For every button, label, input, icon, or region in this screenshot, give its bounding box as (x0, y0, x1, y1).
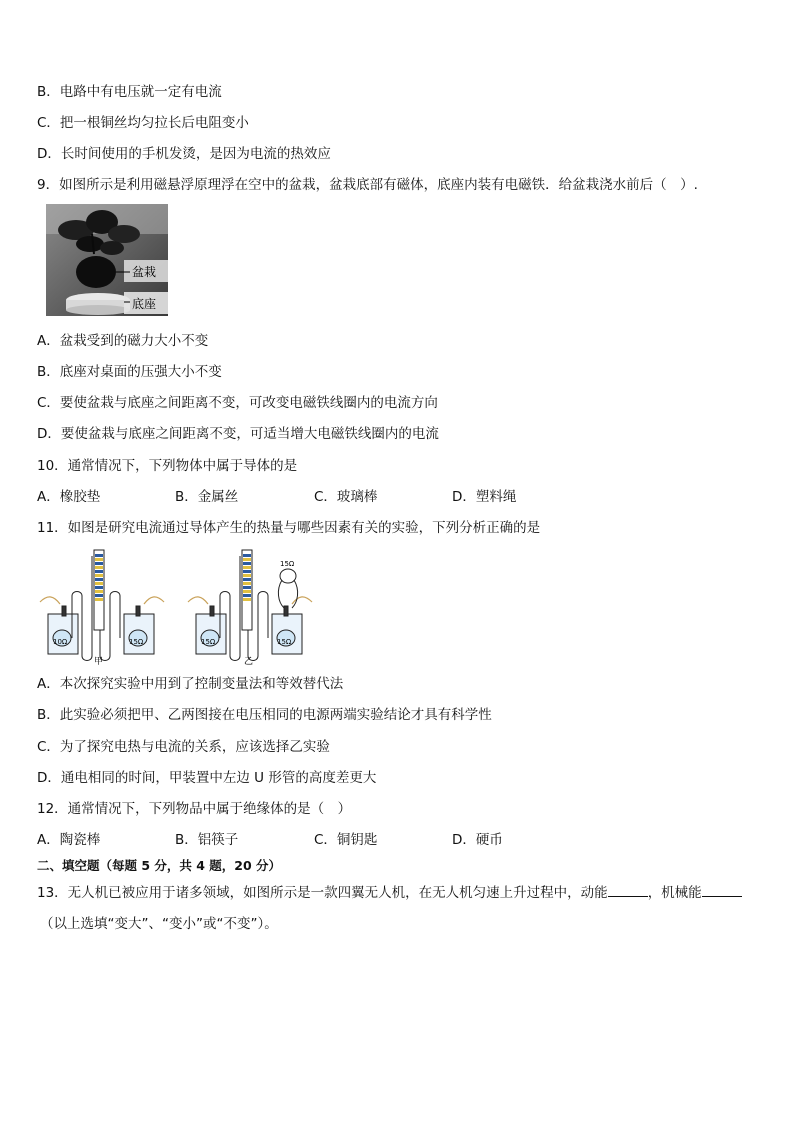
label-yi-right-resistor: 15Ω (277, 638, 292, 646)
q10-option-c: C．玻璃棒 (314, 489, 378, 505)
q9-option-c: C．要使盆栽与底座之间距离不变，可改变电磁铁线圈内的电流方向 (37, 395, 438, 411)
label-base: 底座 (132, 297, 157, 311)
q9-stem: 9．如图所示是利用磁悬浮原理浮在空中的盆栽，盆栽底部有磁体，底座内装有电磁铁．给盆栽浇水前后（ ）. (37, 177, 698, 193)
q10-stem: 10．通常情况下，下列物体中属于导体的是 (37, 458, 298, 474)
label-pot: 盆栽 (132, 265, 157, 279)
label-yi-left-resistor: 15Ω (201, 638, 216, 646)
label-jia-right-resistor: 15Ω (129, 638, 144, 646)
section-heading-fill-in: 二、填空题（每题 5 分，共 4 题，20 分） (37, 858, 282, 873)
q9-option-b: B．底座对桌面的压强大小不变 (37, 364, 222, 380)
q11-option-b: B．此实验必须把甲、乙两图接在电压相同的电源两端实验结论才具有科学性 (37, 707, 492, 723)
q12-option-c: C．铜钥匙 (314, 832, 378, 848)
q12-option-b: B．铝筷子 (175, 832, 239, 848)
q11-stem: 11．如图是研究电流通过导体产生的热量与哪些因素有关的实验，下列分析正确的是 (37, 520, 541, 536)
caption-yi: 乙 (244, 657, 254, 666)
q12-stem: 12．通常情况下，下列物品中属于绝缘体的是（ ） (37, 801, 352, 817)
q10-option-d: D．塑料绳 (452, 489, 517, 505)
q11-option-d: D．通电相同的时间，甲装置中左边 U 形管的高度差更大 (37, 770, 377, 786)
q9-option-d: D．要使盆栽与底座之间距离不变，可适当增大电磁铁线圈内的电流 (37, 426, 439, 442)
q8-option-d: D．长时间使用的手机发烫，是因为电流的热效应 (37, 146, 331, 162)
q11-option-c: C．为了探究电热与电流的关系，应该选择乙实验 (37, 739, 330, 755)
label-yi-top-resistor: 15Ω (280, 560, 295, 568)
label-jia-left-resistor: 10Ω (53, 638, 68, 646)
q12-option-d: D．硬币 (452, 832, 503, 848)
caption-jia: 甲 (94, 657, 104, 666)
q11-option-a: A．本次探究实验中用到了控制变量法和等效替代法 (37, 676, 344, 692)
q13-stem-part-a: 13．无人机已被应用于诸多领域，如图所示是一款四翼无人机，在无人机匀速上升过程中，动能 (37, 885, 608, 901)
q13-stem-part-b: ，机械能 (647, 885, 702, 901)
q13-blank-mechanical-energy[interactable] (702, 884, 742, 897)
q9-option-a: A．盆栽受到的磁力大小不变 (37, 333, 209, 349)
q8-option-b: B．电路中有电压就一定有电流 (37, 84, 222, 100)
q12-option-a: A．陶瓷棒 (37, 832, 101, 848)
q13-blank-kinetic-energy[interactable] (608, 884, 648, 897)
q8-option-c: C．把一根铜丝均匀拉长后电阻变小 (37, 115, 249, 131)
q10-option-a: A．橡胶垫 (37, 489, 101, 505)
q13-instruction: （以上选填“变大”、“变小”或“不变”）。 (40, 916, 278, 932)
joule-heating-apparatus-figure (38, 546, 318, 666)
q10-option-b: B．金属丝 (175, 489, 239, 505)
maglev-planter-photo (46, 204, 168, 316)
q13-stem (37, 884, 742, 902)
